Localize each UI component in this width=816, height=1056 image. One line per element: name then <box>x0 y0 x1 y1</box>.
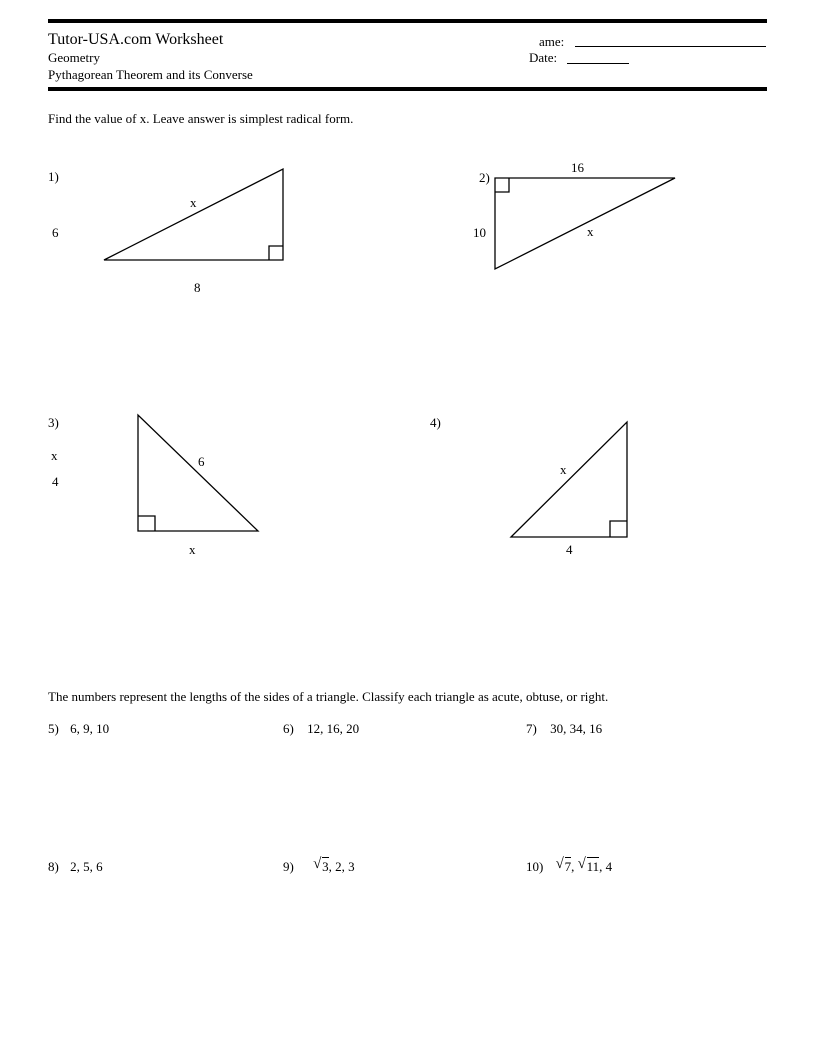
problem-3-label-x-bottom: x <box>189 542 196 557</box>
problem-6-sides: 12, 16, 20 <box>307 721 360 736</box>
triangle-1 <box>104 169 283 260</box>
problem-2-label-x: x <box>587 224 594 239</box>
problem-number-5: 5) <box>48 721 59 736</box>
problem-3-label-x-left: x <box>51 448 58 463</box>
problem-10-comma: , <box>571 859 578 874</box>
problem-2-label-16: 16 <box>571 160 584 175</box>
problem-number-2: 2) <box>479 170 490 185</box>
triangle-2 <box>495 178 675 269</box>
problem-number-6: 6) <box>283 721 294 736</box>
section1-instructions: Find the value of x. Leave answer is simplest radical form. <box>48 111 354 126</box>
right-angle-mark-3 <box>138 516 155 531</box>
problem-number-8: 8) <box>48 859 59 874</box>
problem-1-label-x: x <box>190 195 197 210</box>
problem-6 <box>283 722 359 735</box>
date-label: Date: <box>529 50 558 65</box>
right-angle-mark-4 <box>610 521 627 537</box>
problem-1-label-8: 8 <box>194 280 201 295</box>
problem-9 <box>283 856 355 874</box>
problem-number-4: 4) <box>430 415 441 430</box>
problem-9-radical <box>313 856 329 874</box>
problem-number-1: 1) <box>48 169 59 184</box>
problem-10 <box>526 856 613 874</box>
problem-number-7: 7) <box>526 721 537 736</box>
problem-10-radical-a <box>555 856 572 874</box>
right-angle-mark-1 <box>269 246 283 260</box>
problem-10-radicand-b: 11 <box>586 859 600 874</box>
problem-5 <box>48 722 109 735</box>
problem-2-label-10: 10 <box>473 225 486 240</box>
problem-9-rest: , 2, 3 <box>328 859 355 874</box>
problem-number-9: 9) <box>283 859 294 874</box>
radical-sign: √ <box>313 856 322 872</box>
problem-7 <box>526 722 602 735</box>
right-angle-mark-2 <box>495 178 509 192</box>
topic-label: Pythagorean Theorem and its Converse <box>48 67 253 82</box>
radical-sign: √ <box>577 856 586 872</box>
worksheet-title: Tutor-USA.com Worksheet <box>48 31 224 48</box>
problem-5-sides: 6, 9, 10 <box>70 721 110 736</box>
problem-8 <box>48 860 103 873</box>
problem-9-radicand: 3 <box>322 859 329 874</box>
radical-sign: √ <box>555 856 564 872</box>
problem-number-3: 3) <box>48 415 59 430</box>
problem-4-label-x: x <box>560 462 567 477</box>
name-label: ame: <box>539 34 565 49</box>
subject-label: Geometry <box>48 50 100 65</box>
problem-10-radical-b <box>577 856 600 874</box>
problem-1-label-6: 6 <box>52 225 59 240</box>
problem-7-sides: 30, 34, 16 <box>550 721 603 736</box>
problem-3-label-4: 4 <box>52 474 59 489</box>
triangle-4 <box>511 422 627 537</box>
problem-4-label-4: 4 <box>566 542 573 557</box>
section2-instructions: The numbers represent the lengths of the sides of a triangle. Classify each triangle as acute, obtuse, or right. <box>48 689 609 704</box>
problem-10-radicand-a: 7 <box>564 859 572 874</box>
triangle-3 <box>138 415 258 531</box>
problem-10-rest: , 4 <box>599 859 613 874</box>
problem-8-sides: 2, 5, 6 <box>70 859 103 874</box>
problem-3-label-6: 6 <box>198 454 205 469</box>
problem-number-10: 10) <box>526 859 544 874</box>
